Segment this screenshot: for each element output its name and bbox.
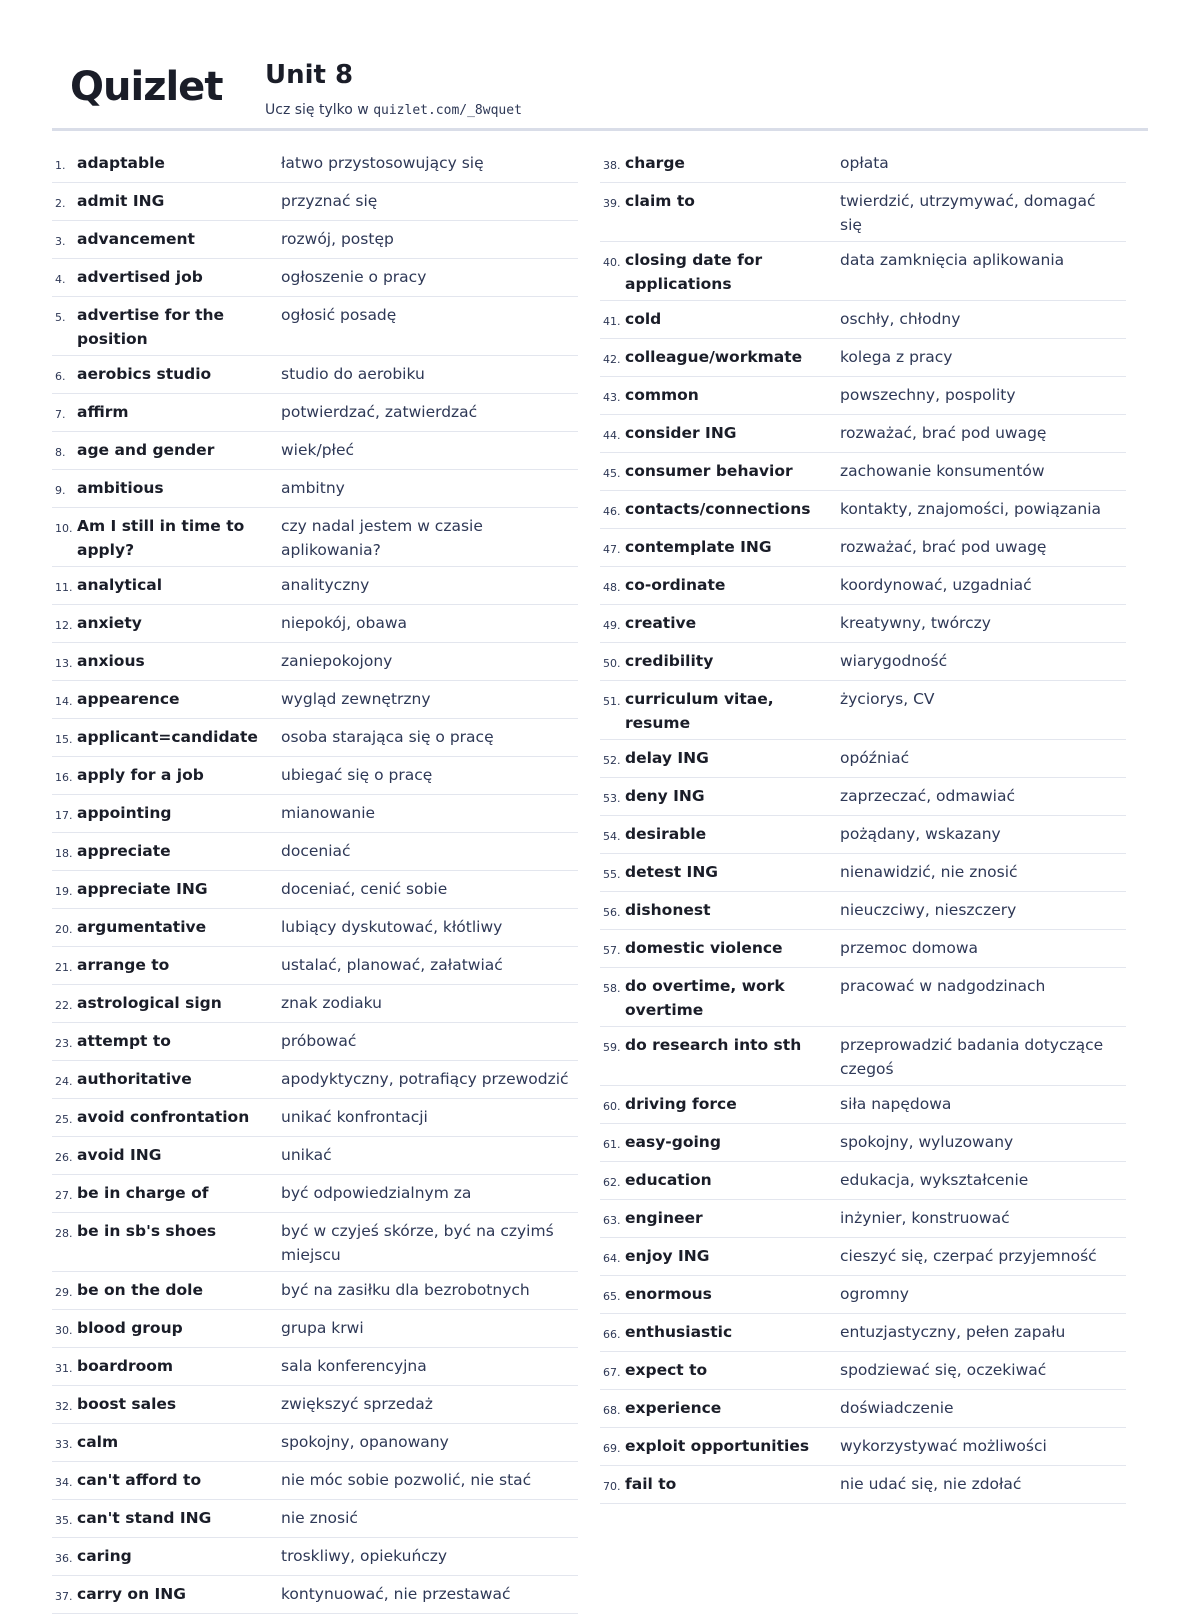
term-number: 22. [55,999,73,1012]
term-definition: twierdzić, utrzymywać, domagać się [840,192,1096,234]
term-row [600,1390,1126,1428]
term-definition: kreatywny, twórczy [840,614,991,632]
term-number: 56. [603,906,621,919]
term-text: common [625,386,699,404]
term-number: 59. [603,1041,621,1054]
term-text: be in charge of [77,1184,209,1202]
subtitle-text: Ucz się tylko w [265,102,374,118]
term-definition: ubiegać się o pracę [281,766,433,784]
term-text: blood group [77,1319,183,1337]
term-text: astrological sign [77,994,222,1012]
term-text: expect to [625,1361,708,1379]
term-text: delay ING [625,749,709,767]
term-number: 33. [55,1438,73,1451]
term-number: 34. [55,1476,73,1489]
term-definition: koordynować, uzgadniać [840,576,1032,594]
term-row [600,529,1126,567]
term-number: 5. [55,311,66,324]
term-text: contemplate ING [625,538,772,556]
term-text: driving force [625,1095,737,1113]
term-definition: wygląd zewnętrzny [281,690,431,708]
term-text: creative [625,614,697,632]
term-text: can't stand ING [77,1509,212,1527]
term-definition: pracować w nadgodzinach [840,977,1046,995]
term-row [600,816,1126,854]
term-text: domestic violence [625,939,783,957]
term-definition: potwierdzać, zatwierdzać [281,403,478,421]
term-row [52,909,578,947]
term-row [600,643,1126,681]
term-number: 16. [55,771,73,784]
term-number: 2. [55,197,66,210]
term-row [600,453,1126,491]
term-row [600,1428,1126,1466]
term-number: 3. [55,235,66,248]
term-row [600,930,1126,968]
term-text: calm [77,1433,119,1451]
term-definition: wiek/płeć [281,441,355,459]
term-number: 48. [603,581,621,594]
term-row [52,681,578,719]
term-number: 23. [55,1037,73,1050]
term-number: 45. [603,467,621,480]
term-definition: unikać konfrontacji [281,1108,428,1126]
term-definition: sala konferencyjna [281,1357,427,1375]
term-definition: nieuczciwy, nieszczery [840,901,1017,919]
term-definition: mianowanie [281,804,376,822]
term-row [600,339,1126,377]
term-text: be in sb's shoes [77,1222,217,1240]
term-number: 70. [603,1480,621,1493]
term-text: do research into sth [625,1036,802,1054]
term-definition: ustalać, planować, załatwiać [281,956,503,974]
term-row [52,432,578,470]
term-row [52,1462,578,1500]
term-number: 19. [55,885,73,898]
term-definition: apodyktyczny, potrafiący przewodzić [281,1070,569,1088]
term-text: engineer [625,1209,703,1227]
term-text: co-ordinate [625,576,726,594]
term-text: applicant=candidate [77,728,258,746]
term-definition: powszechny, pospolity [840,386,1016,404]
term-definition: osoba starająca się o pracę [281,728,494,746]
term-text: apply for a job [77,766,204,784]
term-text: advancement [77,230,195,248]
term-definition: inżynier, konstruować [840,1209,1010,1227]
term-text: claim to [625,192,695,210]
term-text: avoid ING [77,1146,162,1164]
term-definition: kolega z pracy [840,348,953,366]
term-number: 55. [603,868,621,881]
term-definition: rozwój, postęp [281,230,394,248]
term-definition: data zamknięcia aplikowania [840,251,1065,269]
term-text: affirm [77,403,129,421]
term-definition: próbować [281,1032,357,1050]
term-number: 51. [603,695,621,708]
term-definition: spodziewać się, oczekiwać [840,1361,1047,1379]
term-number: 8. [55,446,66,459]
term-row [52,508,578,567]
term-text: argumentative [77,918,207,936]
term-row [52,605,578,643]
term-row [600,301,1126,339]
term-row [52,1023,578,1061]
term-text: cold [625,310,662,328]
term-definition: siła napędowa [840,1095,952,1113]
term-text: colleague/workmate [625,348,803,366]
term-definition: grupa krwi [281,1319,364,1337]
term-number: 13. [55,657,73,670]
term-row [600,892,1126,930]
term-text: carry on ING [77,1585,186,1603]
term-number: 14. [55,695,73,708]
term-number: 67. [603,1366,621,1379]
term-text: enormous [625,1285,712,1303]
term-row [52,1099,578,1137]
term-text: anxious [77,652,145,670]
term-definition: doceniać [281,842,351,860]
term-row [52,833,578,871]
term-definition: spokojny, opanowany [281,1433,449,1451]
term-text: Am I still in time to apply? [77,517,245,559]
term-number: 7. [55,408,66,421]
term-text: age and gender [77,441,215,459]
term-row [52,221,578,259]
term-number: 11. [55,581,73,594]
term-number: 32. [55,1400,73,1413]
term-definition: ogłoszenie o pracy [281,268,427,286]
term-number: 40. [603,256,621,269]
term-number: 39. [603,197,621,210]
term-text: detest ING [625,863,719,881]
term-number: 4. [55,273,66,286]
term-row [52,1348,578,1386]
header-divider [52,128,1148,131]
term-row [52,1538,578,1576]
term-definition: przyznać się [281,192,378,210]
term-definition: lubiący dyskutować, kłótliwy [281,918,503,936]
term-number: 44. [603,429,621,442]
term-definition: być odpowiedzialnym za [281,1184,472,1202]
term-number: 63. [603,1214,621,1227]
term-number: 24. [55,1075,73,1088]
term-definition: doświadczenie [840,1399,954,1417]
term-number: 17. [55,809,73,822]
term-text: enjoy ING [625,1247,710,1265]
term-definition: nienawidzić, nie znosić [840,863,1018,881]
term-row [600,415,1126,453]
term-definition: entuzjastyczny, pełen zapału [840,1323,1066,1341]
term-row [52,1576,578,1614]
term-number: 10. [55,522,73,535]
set-subtitle [265,102,522,118]
term-definition: ogromny [840,1285,909,1303]
term-row [600,778,1126,816]
term-row [600,1086,1126,1124]
term-row [52,643,578,681]
term-number: 46. [603,505,621,518]
term-number: 25. [55,1113,73,1126]
term-row [600,1466,1126,1504]
term-row [600,740,1126,778]
term-text: boost sales [77,1395,177,1413]
term-definition: niepokój, obawa [281,614,408,632]
term-text: exploit opportunities [625,1437,810,1455]
term-definition: nie udać się, nie zdołać [840,1475,1022,1493]
term-number: 20. [55,923,73,936]
term-text: appreciate ING [77,880,208,898]
term-number: 29. [55,1286,73,1299]
term-row [52,1272,578,1310]
term-definition: edukacja, wykształcenie [840,1171,1029,1189]
term-definition: rozważać, brać pod uwagę [840,538,1047,556]
term-row [52,394,578,432]
term-number: 62. [603,1176,621,1189]
term-number: 49. [603,619,621,632]
term-definition: znak zodiaku [281,994,382,1012]
term-number: 21. [55,961,73,974]
term-definition: spokojny, wyluzowany [840,1133,1014,1151]
term-number: 26. [55,1151,73,1164]
term-definition: pożądany, wskazany [840,825,1001,843]
term-text: consider ING [625,424,737,442]
term-row [600,605,1126,643]
term-definition: kontakty, znajomości, powiązania [840,500,1102,518]
term-text: anxiety [77,614,142,632]
term-list-right [600,145,1126,1504]
term-number: 61. [603,1138,621,1151]
term-definition: studio do aerobiku [281,365,425,383]
term-definition: kontynuować, nie przestawać [281,1585,511,1603]
term-row [600,1200,1126,1238]
term-row [52,567,578,605]
term-row [52,719,578,757]
term-number: 27. [55,1189,73,1202]
term-text: advertise for the position [77,306,225,348]
term-list-left [52,145,578,1614]
term-row [600,145,1126,183]
set-title: Unit 8 [265,60,354,90]
term-row [600,183,1126,242]
term-number: 42. [603,353,621,366]
term-text: appointing [77,804,172,822]
term-text: curriculum vitae, resume [625,690,774,732]
term-number: 9. [55,484,66,497]
term-number: 1. [55,159,66,172]
page-header [0,0,1200,135]
term-row [600,1314,1126,1352]
term-text: arrange to [77,956,170,974]
term-row [52,985,578,1023]
term-row [600,242,1126,301]
term-text: boardroom [77,1357,174,1375]
term-definition: wiarygodność [840,652,948,670]
term-text: caring [77,1547,132,1565]
set-url-link[interactable]: quizlet.com/_8wquet [373,103,522,118]
term-definition: doceniać, cenić sobie [281,880,448,898]
term-row [600,1276,1126,1314]
term-definition: być na zasiłku dla bezrobotnych [281,1281,530,1299]
term-definition: ambitny [281,479,345,497]
term-definition: czy nadal jestem w czasie aplikowania? [281,517,483,559]
term-row [52,1386,578,1424]
term-number: 31. [55,1362,73,1375]
term-row [600,1162,1126,1200]
term-definition: ogłosić posadę [281,306,397,324]
term-number: 36. [55,1552,73,1565]
term-definition: opóźniać [840,749,910,767]
term-row [52,183,578,221]
term-text: fail to [625,1475,677,1493]
term-definition: przemoc domowa [840,939,978,957]
term-text: attempt to [77,1032,171,1050]
term-row [600,567,1126,605]
term-row [52,470,578,508]
quizlet-logo: Quizlet [70,64,223,110]
term-text: contacts/connections [625,500,811,518]
term-number: 18. [55,847,73,860]
term-definition: zaprzeczać, odmawiać [840,787,1015,805]
term-number: 54. [603,830,621,843]
term-number: 57. [603,944,621,957]
term-number: 6. [55,370,66,383]
term-row [600,377,1126,415]
term-text: admit ING [77,192,165,210]
term-row [52,145,578,183]
term-definition: troskliwy, opiekuńczy [281,1547,448,1565]
term-text: ambitious [77,479,164,497]
term-number: 35. [55,1514,73,1527]
term-definition: być w czyjeś skórze, być na czyimś miejscu [281,1222,554,1264]
term-definition: oschły, chłodny [840,310,961,328]
term-row [52,1175,578,1213]
term-number: 12. [55,619,73,632]
term-text: dishonest [625,901,711,919]
term-definition: przeprowadzić badania dotyczące czegoś [840,1036,1104,1078]
term-definition: nie znosić [281,1509,358,1527]
term-text: aerobics studio [77,365,212,383]
term-number: 60. [603,1100,621,1113]
term-row [600,491,1126,529]
term-definition: rozważać, brać pod uwagę [840,424,1047,442]
term-row [52,871,578,909]
term-definition: opłata [840,154,889,172]
term-definition: wykorzystywać możliwości [840,1437,1047,1455]
term-definition: łatwo przystosowujący się [281,154,484,172]
term-number: 47. [603,543,621,556]
term-text: do overtime, work overtime [625,977,785,1019]
term-text: authoritative [77,1070,192,1088]
term-row [600,681,1126,740]
term-number: 66. [603,1328,621,1341]
term-text: analytical [77,576,163,594]
term-number: 38. [603,159,621,172]
term-row [52,259,578,297]
term-definition: zaniepokojony [281,652,393,670]
term-number: 28. [55,1227,73,1240]
term-text: closing date for applications [625,251,763,293]
term-row [52,1137,578,1175]
term-number: 41. [603,315,621,328]
term-row [52,1500,578,1538]
term-definition: zwiększyć sprzedaż [281,1395,433,1413]
term-definition: cieszyć się, czerpać przyjemność [840,1247,1097,1265]
term-definition: analityczny [281,576,370,594]
term-definition: zachowanie konsumentów [840,462,1045,480]
term-text: avoid confrontation [77,1108,250,1126]
term-text: easy-going [625,1133,721,1151]
term-row [52,1424,578,1462]
term-text: consumer behavior [625,462,793,480]
term-number: 58. [603,982,621,995]
term-text: advertised job [77,268,203,286]
term-number: 15. [55,733,73,746]
term-text: can't afford to [77,1471,202,1489]
term-number: 50. [603,657,621,670]
term-number: 43. [603,391,621,404]
term-text: desirable [625,825,707,843]
term-row [52,356,578,394]
term-number: 64. [603,1252,621,1265]
term-row [600,1124,1126,1162]
term-definition: unikać [281,1146,332,1164]
term-row [600,1027,1126,1086]
term-text: charge [625,154,685,172]
term-number: 69. [603,1442,621,1455]
term-row [52,1213,578,1272]
term-text: credibility [625,652,714,670]
term-text: enthusiastic [625,1323,733,1341]
term-row [52,297,578,356]
term-row [600,968,1126,1027]
term-number: 52. [603,754,621,767]
term-row [52,1061,578,1099]
term-number: 53. [603,792,621,805]
term-text: appearence [77,690,180,708]
term-text: be on the dole [77,1281,204,1299]
term-number: 68. [603,1404,621,1417]
term-definition: życiorys, CV [840,690,935,708]
term-number: 30. [55,1324,73,1337]
term-row [600,1238,1126,1276]
term-text: deny ING [625,787,705,805]
term-number: 37. [55,1590,73,1603]
term-text: adaptable [77,154,165,172]
term-row [52,795,578,833]
term-row [52,947,578,985]
term-row [600,854,1126,892]
term-row [600,1352,1126,1390]
term-row [52,1310,578,1348]
term-number: 65. [603,1290,621,1303]
term-text: education [625,1171,712,1189]
term-row [52,757,578,795]
term-definition: nie móc sobie pozwolić, nie stać [281,1471,532,1489]
term-text: experience [625,1399,722,1417]
term-text: appreciate [77,842,171,860]
